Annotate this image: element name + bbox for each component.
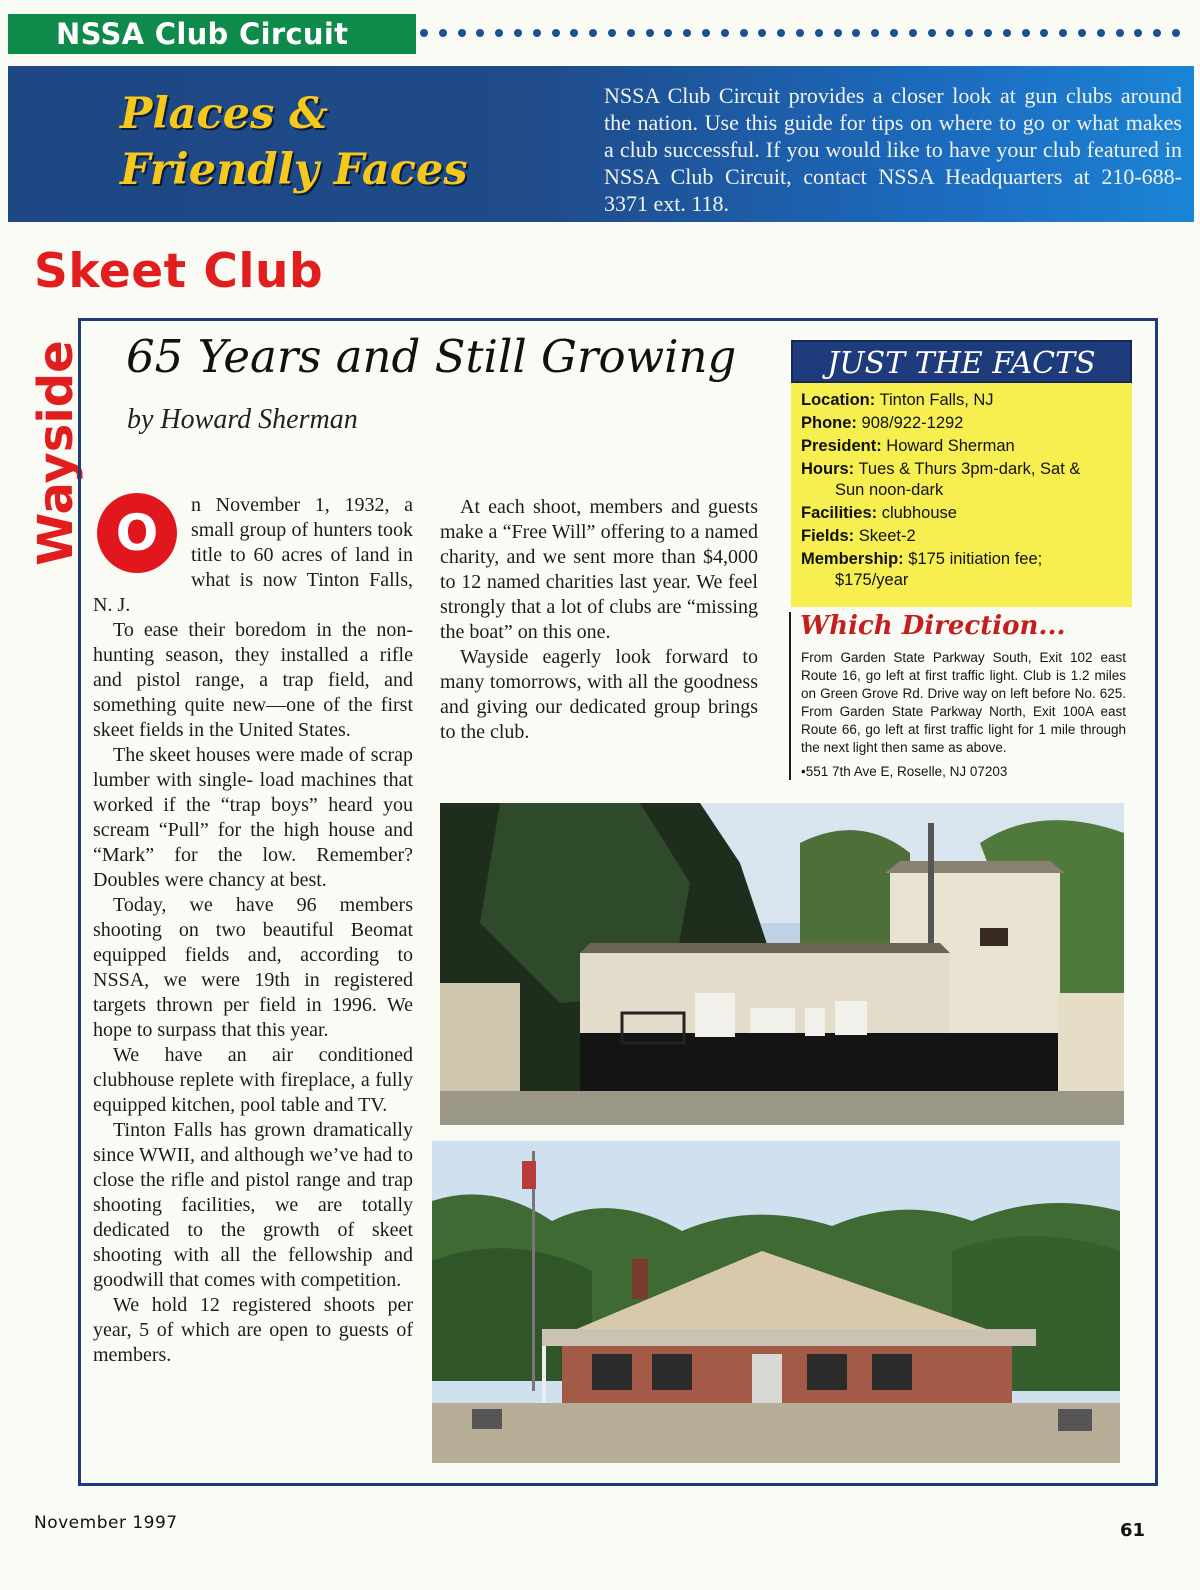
fact-facilities: Facilities: clubhouse [801, 504, 957, 522]
divider-dot [1078, 29, 1086, 37]
paragraph: At each shoot, members and guests make a “Free Will” offering to a named charity, and we sent more than $4,000 to 12 named charities last year. We feel strongly that a lot of clubs are “missing the boat” on this one. [440, 496, 758, 643]
divider-dot [852, 29, 860, 37]
divider-dot [1059, 29, 1067, 37]
divider-dot [514, 29, 522, 37]
article-title: 65 Years and Still Growing [126, 330, 737, 383]
paragraph: Tinton Falls has grown dramatically since WWII, and although we’ve had to close the rifle and pistol range and trap shooting facilities, we are totally dedicated to the growth of skeet shooting with all the fellowship and goodwill that comes with competition. [93, 1119, 413, 1291]
divider-dot [702, 29, 710, 37]
banner-title [120, 86, 560, 198]
section-title: Skeet Club [34, 244, 324, 299]
banner-title-line1: Places & [120, 89, 329, 139]
paragraph: We hold 12 registered shoots per year, 5 of which are open to guests of members. [93, 1294, 413, 1366]
header-banner [8, 66, 1194, 222]
divider-dot [458, 29, 466, 37]
paragraph: To ease their boredom in the non-hunting season, they installed a rifle and pistol range, a trap field, and something quite new—one of the first skeet fields in the United States. [93, 619, 413, 741]
divider-dot [965, 29, 973, 37]
divider-dot [627, 29, 635, 37]
article-column-1 [93, 493, 413, 1368]
divider-dot [1134, 29, 1142, 37]
divider-dot [1153, 29, 1161, 37]
drop-cap: O [97, 493, 177, 573]
paragraph: We have an air conditioned clubhouse replete with fireplace, a fully equipped kitchen, pool table and TV. [93, 1044, 413, 1116]
fact-location: Location: Tinton Falls, NJ [801, 391, 994, 409]
fact-phone: Phone: 908/922-1292 [801, 414, 964, 432]
fact-membership: Membership: $175 initiation fee; $175/year [801, 550, 1043, 589]
club-name-text: Wayside [28, 339, 84, 566]
paragraph: O n November 1, 1932, a small group of hunters took title to 60 acres of land in what is now Tinton Falls, N. J. [93, 494, 413, 616]
fact-hours: Hours: Tues & Thurs 3pm-dark, Sat & Sun noon-dark [801, 460, 1081, 499]
divider-dot [608, 29, 616, 37]
facts-list [791, 383, 1132, 607]
paragraph: Today, we have 96 members shooting on two beautiful Beomat equipped fields and, according to NSSA, we were 19th in registered targets thrown per field in 1996. We hope to surpass that this year. [93, 894, 413, 1041]
article-column-2 [440, 495, 758, 745]
paragraph: Wayside eagerly look forward to many tomorrows, with all the goodness and giving our dedicated group brings to the club. [440, 646, 758, 743]
directions-text: From Garden State Parkway South, Exit 102 east Route 16, go left at first traffic light. Club is 1.2 miles on Green Grove Rd. Drive way on left before No. 625. From Garden State Parkway North, Exit 100A east Route 66, go left at first traffic light for 1 mile through the next light then same as above. [801, 650, 1126, 755]
dot-divider [420, 20, 1190, 48]
divider-dot [871, 29, 879, 37]
clubhouse-photo [432, 1141, 1120, 1463]
divider-dot [928, 29, 936, 37]
directions-rule [789, 612, 791, 780]
facts-box [791, 340, 1132, 607]
divider-dot [890, 29, 898, 37]
divider-dot [1022, 29, 1030, 37]
divider-dot [777, 29, 785, 37]
divider-dot [495, 29, 503, 37]
divider-dot [815, 29, 823, 37]
divider-dot [946, 29, 954, 37]
issue-date: November 1997 [34, 1513, 178, 1533]
divider-dot [476, 29, 484, 37]
divider-dot [664, 29, 672, 37]
directions-address: •551 7th Ave E, Roselle, NJ 07203 [801, 764, 1008, 779]
divider-dot [721, 29, 729, 37]
divider-dot [1172, 29, 1180, 37]
divider-dot [420, 29, 428, 37]
fact-president: President: Howard Sherman [801, 437, 1015, 455]
banner-title-line2: Friendly Faces [120, 145, 468, 195]
divider-dot [1097, 29, 1105, 37]
divider-dot [984, 29, 992, 37]
divider-dot [570, 29, 578, 37]
divider-dot [589, 29, 597, 37]
divider-dot [533, 29, 541, 37]
section-tag: NSSA Club Circuit [8, 14, 416, 54]
club-name-vertical [28, 310, 84, 595]
divider-dot [796, 29, 804, 37]
divider-dot [439, 29, 447, 37]
divider-dot [740, 29, 748, 37]
facts-heading: JUST THE FACTS [791, 340, 1132, 383]
divider-dot [834, 29, 842, 37]
divider-dot [646, 29, 654, 37]
fact-fields: Fields: Skeet-2 [801, 527, 916, 545]
banner-intro-text: NSSA Club Circuit provides a closer look at gun clubs around the nation. Use this guide for tips on where to go or what makes a club successful. If you would like to have your club featured in NSSA Club Circuit, contact NSSA Headquarters at 210-688-3371 ext. 118. [604, 83, 1182, 216]
divider-dot [1040, 29, 1048, 37]
divider-dot [909, 29, 917, 37]
divider-dot [683, 29, 691, 37]
article-byline: by Howard Sherman [127, 404, 358, 435]
divider-dot [552, 29, 560, 37]
divider-dot [1116, 29, 1124, 37]
skeet-house-photo [440, 803, 1124, 1125]
divider-dot [1003, 29, 1011, 37]
paragraph: The skeet houses were made of scrap lumber with single- load machines that worked if the “trap boys” heard you scream “Pull” for the high house and “Mark” for the low. Remember? Doubles were chancy at best. [93, 744, 413, 891]
divider-dot [758, 29, 766, 37]
page-number: 61 [1120, 1520, 1146, 1541]
directions-heading: Which Direction... [800, 611, 1066, 641]
